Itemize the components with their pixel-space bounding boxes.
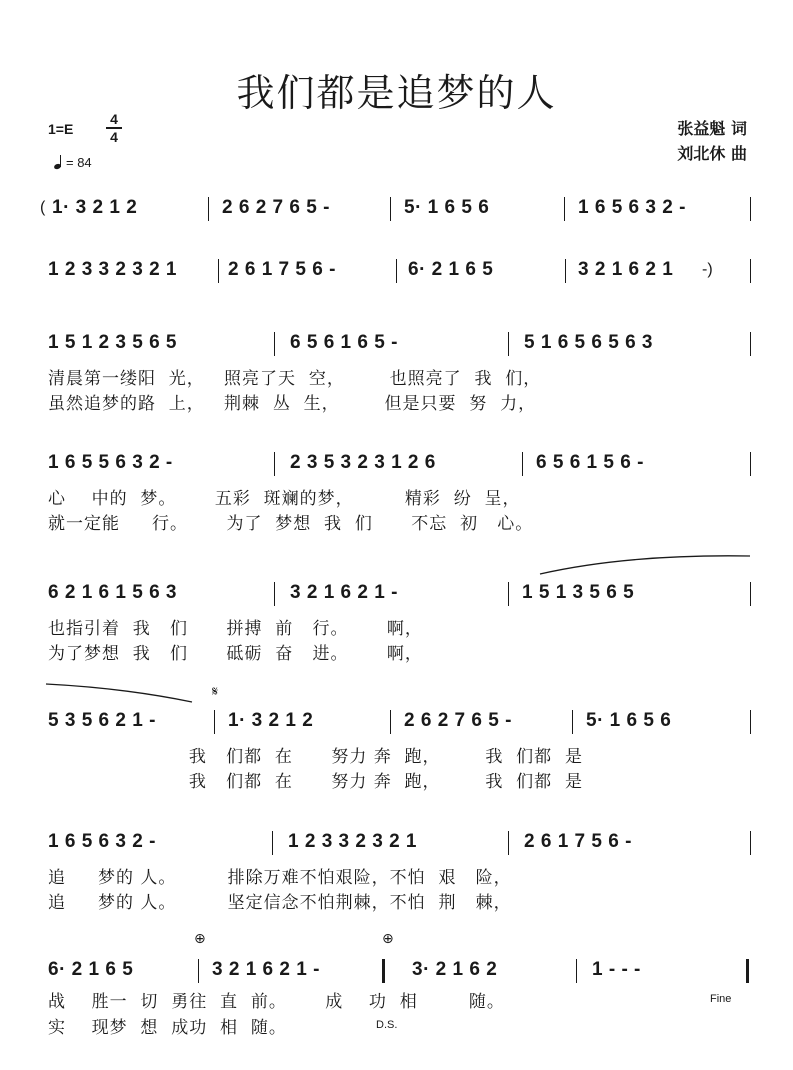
notes-row: [38, 448, 756, 482]
measure-1: 1 6 5 6 3 2 -: [48, 831, 156, 852]
barline: [508, 582, 509, 606]
measure-4: 5· 1 6 5 6: [586, 710, 672, 731]
barline: [214, 710, 215, 734]
notes-row: [38, 328, 756, 362]
system-3: [38, 328, 756, 414]
measure-3: 5 1 6 5 6 5 6 3: [524, 332, 653, 353]
barline: [508, 831, 509, 855]
measure-2: 1 2 3 3 2 3 2 1: [288, 831, 417, 852]
system-1: [38, 193, 756, 233]
measure-4: 1 6 5 6 3 2 -: [578, 197, 686, 218]
measure-4: 3 2 1 6 2 1: [578, 259, 674, 280]
barline: [274, 452, 275, 476]
lyric-verse-1: 我 们都 在 努力 奔 跑， 我 们都 是: [48, 747, 583, 767]
lyric-verse-1: 清晨第一缕阳 光， 照亮了天 空， 也照亮了 我 们，: [48, 369, 542, 389]
barline: [565, 259, 566, 283]
measure-1: 1 2 3 3 2 3 2 1: [48, 259, 177, 280]
lyric-verse-2: 虽然追梦的路 上， 荆棘 丛 生， 但是只要 努 力，: [48, 394, 537, 414]
barline: [390, 197, 391, 221]
barline: [390, 710, 391, 734]
barline: [750, 197, 751, 221]
measure-2: 2 6 1 7 5 6 -: [228, 259, 336, 280]
notes-row: [38, 955, 756, 989]
notes-row: [38, 706, 756, 740]
final-barline: [746, 959, 749, 983]
measure-3: 1 5 1 3 5 6 5: [522, 582, 635, 603]
lyric-verse-2: 我 们都 在 努力 奔 跑， 我 们都 是: [48, 772, 583, 792]
barline: [750, 259, 751, 283]
barline: [218, 259, 219, 283]
time-top: 4: [110, 111, 118, 127]
notes-row: [38, 578, 756, 612]
lyric-verse-1: 也指引着 我 们 拼搏 前 行。 啊，: [48, 619, 423, 639]
segno-sign: 𝄋: [212, 684, 219, 700]
barline: [750, 710, 751, 734]
quarter-note-icon: [54, 155, 62, 169]
slur-arc: [538, 552, 752, 576]
measure-1: 1 5 1 2 3 5 6 5: [48, 332, 177, 353]
barline: [522, 452, 523, 476]
measure-1: 1· 3 2 1 2: [52, 197, 138, 218]
barline: [750, 831, 751, 855]
measure-3: 5· 1 6 5 6: [404, 197, 490, 218]
lyric-verse-2: 实 现梦 想 成功 相 随。: [48, 1018, 287, 1038]
measure-2: 3 2 1 6 2 1 -: [212, 959, 320, 980]
notes-row: [38, 255, 756, 289]
barline: [572, 710, 573, 734]
barline: [208, 197, 209, 221]
coda-sign: ⊕: [194, 931, 206, 947]
composer-credit: 刘北休 曲: [677, 144, 747, 163]
lyric-verse-2: 为了梦想 我 们 砥砺 奋 进。 啊，: [48, 644, 423, 664]
measure-1: 6 2 1 6 1 5 6 3: [48, 582, 177, 603]
barline: [272, 831, 273, 855]
final-repeat-barline: [382, 959, 385, 983]
measure-2: 6 5 6 1 6 5 -: [290, 332, 398, 353]
barline: [396, 259, 397, 283]
lyric-verse-2: 就一定能 行。 为了 梦想 我 们 不忘 初 心。: [48, 514, 534, 534]
system-6: [38, 684, 756, 792]
repeat-close-paren: -): [702, 261, 713, 278]
fine-mark: Fine: [710, 993, 732, 1005]
measure-1: 6· 2 1 6 5: [48, 959, 134, 980]
barline: [198, 959, 199, 983]
measure-1: 5 3 5 6 2 1 -: [48, 710, 156, 731]
lyric-verse-2: 追 梦的 人。 坚定信念不怕荆棘，不怕 荆 棘，: [48, 893, 512, 913]
notes-row: [38, 193, 756, 227]
system-5: [38, 578, 756, 664]
key-signature: 1=E: [48, 121, 74, 137]
system-4: [38, 448, 756, 534]
song-title: 我们都是追梦的人: [236, 71, 557, 115]
measure-2: 3 2 1 6 2 1 -: [290, 582, 398, 603]
system-2: [38, 255, 756, 295]
tempo-value: = 84: [66, 155, 92, 170]
coda-sign: ⊕: [382, 931, 394, 947]
lyric-verse-1: 追 梦的 人。 排除万难不怕艰险，不怕 艰 险，: [48, 868, 512, 888]
measure-3: 6· 2 1 6 5: [408, 259, 494, 280]
measure-2: 2 3 5 3 2 3 1 2 6: [290, 452, 436, 473]
measure-3: 3· 2 1 6 2: [412, 959, 498, 980]
time-bottom: 4: [110, 129, 118, 145]
measure-3: 2 6 2 7 6 5 -: [404, 710, 512, 731]
barline: [750, 332, 751, 356]
slur-arc: [44, 680, 194, 704]
repeat-open-paren: (: [40, 199, 46, 216]
system-7: [38, 827, 756, 913]
tempo-marking: [54, 155, 92, 170]
barline: [274, 582, 275, 606]
barline: [750, 582, 751, 606]
notes-row: [38, 827, 756, 861]
measure-1: 1 6 5 5 6 3 2 -: [48, 452, 173, 473]
barline: [274, 332, 275, 356]
barline: [564, 197, 565, 221]
barline: [576, 959, 577, 983]
lyricist-credit: 张益魁 词: [677, 119, 747, 138]
ds-mark: D.S.: [376, 1019, 398, 1031]
barline: [508, 332, 509, 356]
lyric-verse-1: 战 胜一 切 勇往 直 前。 成 功 相 随。: [48, 992, 505, 1012]
measure-4: 1 - - -: [592, 959, 641, 980]
system-8: [38, 931, 756, 1038]
measure-3: 6 5 6 1 5 6 -: [536, 452, 644, 473]
barline: [750, 452, 751, 476]
time-signature: [104, 112, 124, 144]
lyric-verse-1: 心 中的 梦。 五彩 斑斓的梦， 精彩 纷 呈，: [48, 489, 521, 509]
measure-2: 1· 3 2 1 2: [228, 710, 314, 731]
measure-3: 2 6 1 7 5 6 -: [524, 831, 632, 852]
measure-2: 2 6 2 7 6 5 -: [222, 197, 330, 218]
